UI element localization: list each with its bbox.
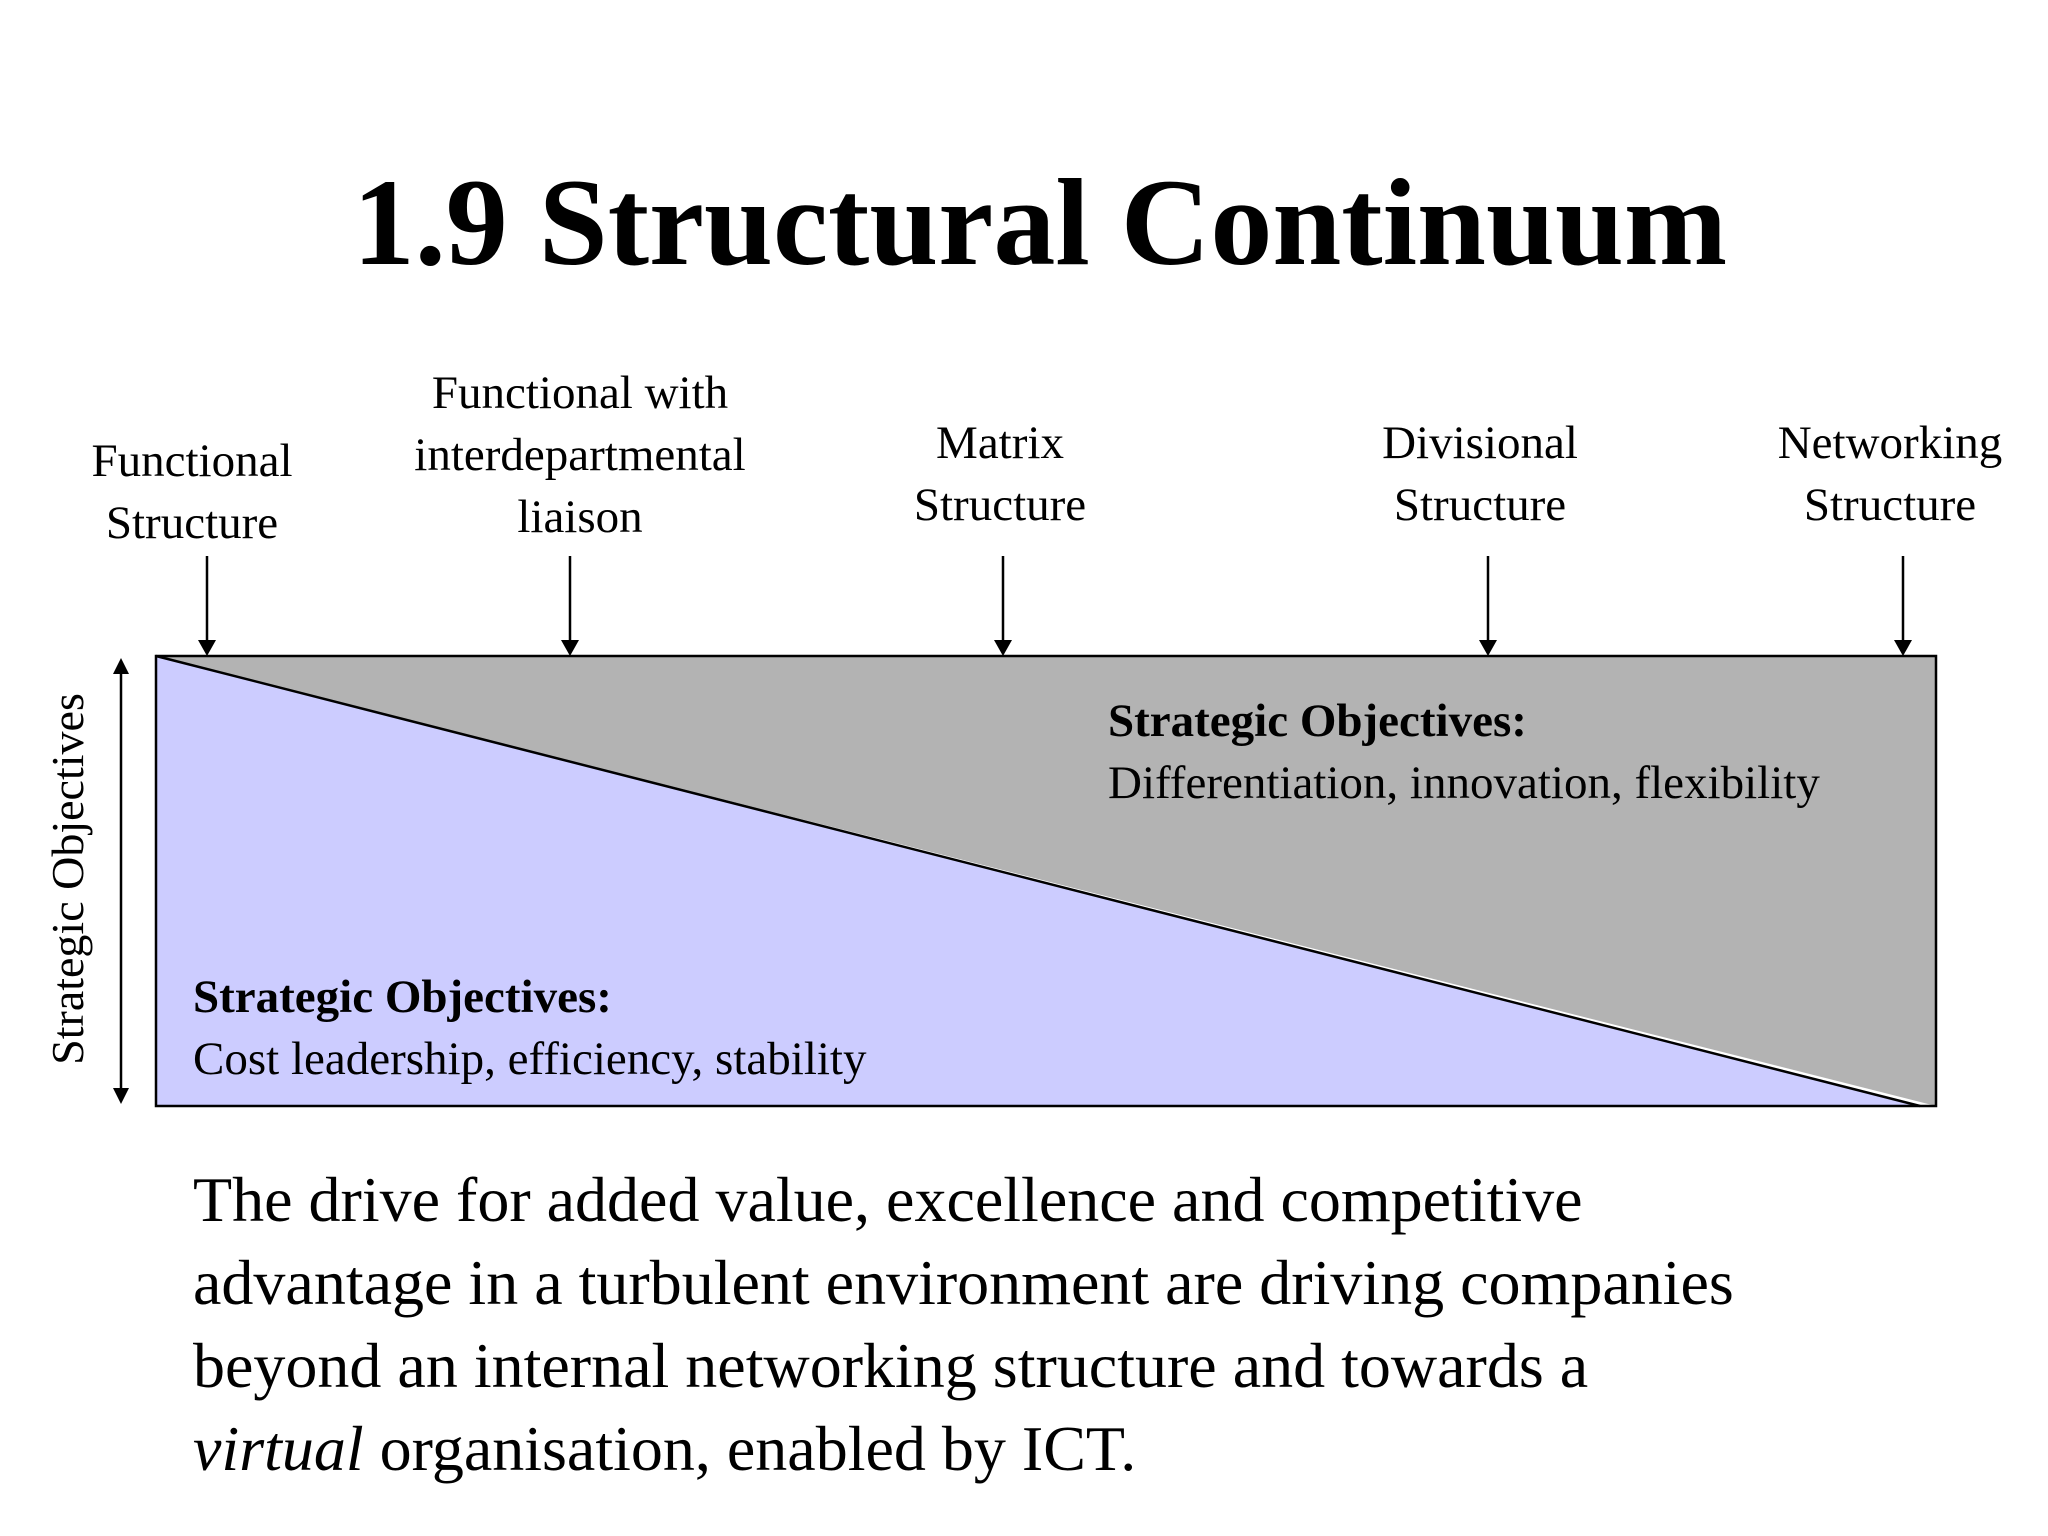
upper-objective-text [1108,690,1820,814]
label-line: Structure [1803,479,1977,531]
label-line: Functional with [431,367,729,419]
arrow-divisional-structure [1479,556,1497,656]
label-line: interdepartmental [414,429,746,481]
body-line [193,1407,1993,1490]
lower-objective-text [193,966,867,1090]
structure-pointer-arrows [198,556,1912,656]
label-line: liaison [517,491,643,543]
label-line: Functional [91,435,293,487]
lower-objective-description: Cost leadership, efficiency, stability [193,1033,867,1085]
arrow-functional-with-liaison [561,556,579,656]
virtual-emphasis: virtual [193,1413,364,1484]
arrow-matrix-structure [994,556,1012,656]
label-line: Matrix [936,417,1064,469]
arrow-networking-structure [1894,556,1912,656]
arrow-functional-structure [198,556,216,656]
label-line: Structure [1393,479,1567,531]
lower-objective-heading: Strategic Objectives: [193,971,612,1023]
vertical-double-arrow [113,658,129,1104]
upper-objective-description: Differentiation, innovation, flexibility [1108,757,1820,809]
slide-title: 1.9 Structural Continuum [352,154,1728,291]
label-line: Structure [913,479,1087,531]
body-line: beyond an internal networking structure and towards a [193,1330,1589,1401]
body-line-rest: organisation, enabled by ICT. [363,1413,1137,1484]
body-line: The drive for added value, excellence and competitive [193,1164,1583,1235]
label-line: Networking [1777,417,2003,469]
body-line: advantage in a turbulent environment are driving companies [193,1247,1734,1318]
vertical-axis-label: Strategic Objectives [42,693,93,1065]
label-line: Divisional [1382,417,1578,469]
label-line: Structure [105,497,279,549]
upper-objective-heading: Strategic Objectives: [1108,695,1527,747]
body-paragraph [193,1158,1993,1490]
